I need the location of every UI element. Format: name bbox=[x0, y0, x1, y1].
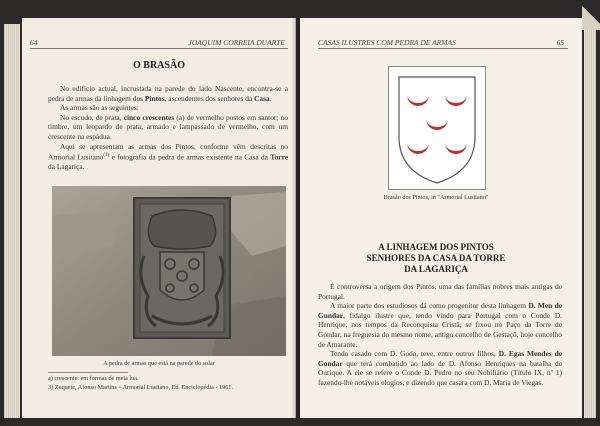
right-running-head: CASAS ILUSTRES COM PEDRA DE ARMAS bbox=[318, 38, 456, 47]
footnote-3: 3) Zuquete, Afonso Martins – Armorial Lusitano, Ed. Enciclopédia - 1961. bbox=[48, 384, 233, 391]
coa-caption: Brasão dos Pintos, in "Armorial Lusitano" bbox=[383, 194, 489, 201]
right-paragraph-2: A maior parte dos estudiosos dá como progenitor desta linhagem D. Men de Gundar, fidalgo ilustre que, tendo vindo para Portugal com o Conde D. Henrique, nos tempos da Reconquista Cristã, se fixou no Paço da Torre de Gondar, na freguesia do mesmo nome, antigo concelho de Gestaçô, hoje concelho de Amarante. bbox=[318, 301, 562, 349]
right-page-number: 65 bbox=[556, 38, 564, 47]
left-paragraph-3: No escudo, de prata, cinco crescentes (a) de vermelho postos em santor; no timbre, um leopardo de prata, armado e lampassado de vermelho, com um crescente na espádua. bbox=[48, 112, 289, 141]
right-page bbox=[300, 18, 582, 418]
left-footnotes bbox=[48, 374, 288, 392]
right-title bbox=[300, 242, 572, 275]
page-corner-fold bbox=[582, 0, 600, 30]
right-header-rule bbox=[318, 48, 568, 49]
left-body-text bbox=[48, 84, 288, 172]
right-title-line-2: SENHORES DA CASA DA TORRE bbox=[366, 253, 506, 263]
left-paragraph-4: Aqui se apresentam as armas dos Pintos, conforme vêm descritas no Armorial Lusitano$^{(1)}$ e fotografia da pedra de armas existente na Casa da Torre da Lagariça. bbox=[48, 141, 288, 172]
left-header-rule bbox=[30, 48, 288, 49]
right-title-line-1: A LINHAGEM DOS PINTOS bbox=[378, 242, 494, 252]
photo-caption: A pedra de armas que está na parede do solar bbox=[103, 360, 215, 367]
right-body-text bbox=[318, 282, 562, 388]
left-paragraph-2: As armas são as seguintes: bbox=[60, 103, 139, 113]
left-running-head: JOAQUIM CORREIA DUARTE bbox=[188, 38, 285, 47]
footnote-rule bbox=[48, 372, 128, 373]
right-title-line-3: DA LAGARIÇA bbox=[404, 264, 468, 274]
left-paragraph-1: No edifício actual, incrustada na parede do lado Nascente, encontra-se a pedra de armas da linhagem dos Pintos, ascendentes dos senhores da Casa. bbox=[48, 84, 288, 103]
stone-coat-of-arms-photo bbox=[52, 186, 286, 356]
left-page bbox=[22, 18, 296, 418]
left-title: O BRASÃO bbox=[133, 60, 185, 71]
left-page-number: 64 bbox=[30, 38, 38, 47]
right-paragraph-3: Tendo casado com D. Goda, teve, entre outros filhos, D. Egas Mendes de Gondar que terá combatido ao lado de D. Afonso Henriques na batalha de Ourique. A ele se refere o Conde D. Pedro no seu Nobiliário (Título IX, nº 1) fazendo-lhe notáveis elogios, e dizendo que casara com D. Maria de Viegas. bbox=[318, 349, 563, 387]
footnote-a: a) crescente: em formas de meia lua. bbox=[48, 375, 139, 382]
coat-of-arms-illustration bbox=[388, 66, 486, 190]
right-page-edges bbox=[584, 22, 596, 418]
left-page-edges bbox=[4, 24, 20, 418]
right-paragraph-1: É controversa a origem dos Pintos, uma das famílias nobres mais antigas de Portugal. bbox=[318, 282, 562, 301]
